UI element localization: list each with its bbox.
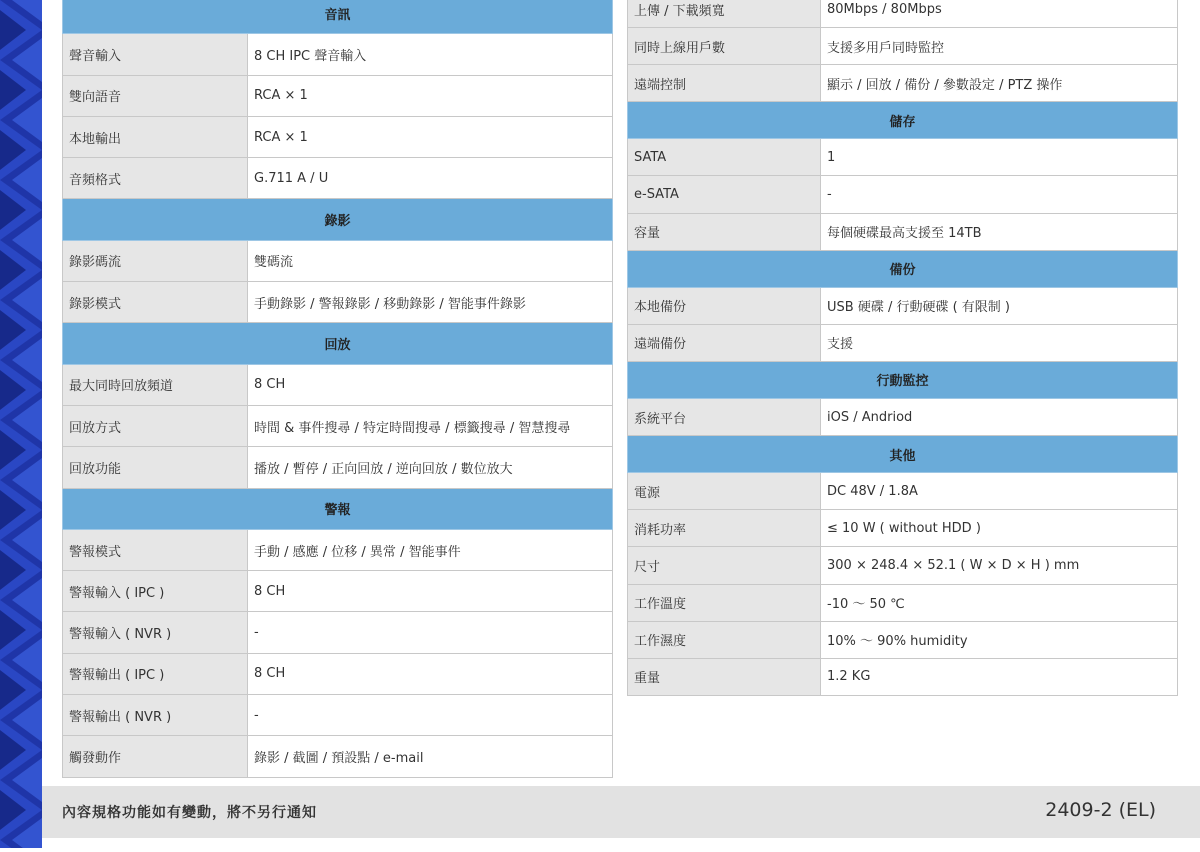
spec-row [628,213,1178,250]
spec-row [63,405,613,446]
spec-label: SATA [628,139,821,176]
spec-value: DC 48V / 1.8A [821,473,1178,510]
spec-label: 本地輸出 [63,116,248,157]
spec-row [63,736,613,777]
spec-label: 警報輸出 ( IPC ) [63,653,248,694]
spec-label: 容量 [628,213,821,250]
spec-row [63,240,613,281]
spec-row [63,529,613,570]
spec-row [63,653,613,694]
section-title: 警報 [63,488,613,529]
spec-label: e-SATA [628,176,821,213]
spec-row [63,695,613,736]
spec-value: 每個硬碟最高支援至 14TB [821,213,1178,250]
spec-value: iOS / Andriod [821,399,1178,436]
section-title: 錄影 [63,199,613,240]
spec-row [63,116,613,157]
spec-row [63,364,613,405]
spec-value: 支援 [821,324,1178,361]
spec-label: 警報輸入 ( NVR ) [63,612,248,653]
spec-value: 1.2 KG [821,658,1178,695]
spec-row [628,658,1178,695]
spec-row [628,28,1178,65]
spec-label: 尺寸 [628,547,821,584]
spec-value: 80Mbps / 80Mbps [821,0,1178,28]
section-title: 儲存 [628,102,1178,139]
spec-value: 300 × 248.4 × 52.1 ( W × D × H ) mm [821,547,1178,584]
spec-label: 同時上線用戶數 [628,28,821,65]
section-header-row [628,102,1178,139]
spec-value: RCA × 1 [248,75,613,116]
section-header-row [63,0,613,34]
spec-row [63,282,613,323]
spec-label: 工作濕度 [628,621,821,658]
spec-label: 警報輸出 ( NVR ) [63,695,248,736]
spec-label: 音頻格式 [63,158,248,199]
spec-value: 錄影 / 截圖 / 預設點 / e-mail [248,736,613,777]
spec-value: 播放 / 暫停 / 正向回放 / 逆向回放 / 數位放大 [248,447,613,488]
spec-label: 上傳 / 下載頻寬 [628,0,821,28]
spec-value: 1 [821,139,1178,176]
spec-value: 10% ～ 90% humidity [821,621,1178,658]
spec-row [628,473,1178,510]
spec-row [63,612,613,653]
spec-label: 雙向語音 [63,75,248,116]
spec-value: -10 ～ 50 ℃ [821,584,1178,621]
section-header-row [628,250,1178,287]
spec-table-right [627,0,1178,696]
spec-value: 8 CH [248,571,613,612]
spec-value: 支援多用戶同時監控 [821,28,1178,65]
spec-row [628,0,1178,28]
spec-label: 系統平台 [628,399,821,436]
spec-label: 錄影碼流 [63,240,248,281]
section-title: 音訊 [63,0,613,34]
spec-label: 聲音輸入 [63,34,248,75]
spec-label: 錄影模式 [63,282,248,323]
spec-value: G.711 A / U [248,158,613,199]
section-header-row [63,323,613,364]
spec-label: 重量 [628,658,821,695]
spec-value: USB 硬碟 / 行動硬碟 ( 有限制 ) [821,287,1178,324]
spec-row [628,324,1178,361]
section-title: 備份 [628,250,1178,287]
spec-row [628,584,1178,621]
triangle-pattern [0,0,42,848]
spec-value: 8 CH [248,364,613,405]
spec-value: - [821,176,1178,213]
spec-value: 時間 & 事件搜尋 / 特定時間搜尋 / 標籤搜尋 / 智慧搜尋 [248,405,613,446]
spec-row [628,621,1178,658]
spec-label: 電源 [628,473,821,510]
spec-row [628,287,1178,324]
section-header-row [628,436,1178,473]
spec-label: 回放功能 [63,447,248,488]
spec-label: 觸發動作 [63,736,248,777]
spec-label: 遠端備份 [628,324,821,361]
spec-label: 消耗功率 [628,510,821,547]
spec-value: ≤ 10 W ( without HDD ) [821,510,1178,547]
spec-label: 警報輸入 ( IPC ) [63,571,248,612]
spec-row [628,65,1178,102]
spec-table-left [62,0,613,778]
spec-row [628,139,1178,176]
spec-value: 8 CH [248,653,613,694]
spec-label: 警報模式 [63,529,248,570]
spec-value: 雙碼流 [248,240,613,281]
footer-notice: 內容規格功能如有變動，將不另行通知 [62,805,317,821]
section-header-row [63,199,613,240]
spec-row [63,571,613,612]
spec-row [63,34,613,75]
spec-label: 本地備份 [628,287,821,324]
section-title: 其他 [628,436,1178,473]
spec-label: 回放方式 [63,405,248,446]
spec-row [63,447,613,488]
spec-row [63,75,613,116]
spec-value: 8 CH IPC 聲音輸入 [248,34,613,75]
spec-row [628,547,1178,584]
section-header-row [63,488,613,529]
spec-value: 手動錄影 / 警報錄影 / 移動錄影 / 智能事件錄影 [248,282,613,323]
spec-label: 工作溫度 [628,584,821,621]
section-title: 行動監控 [628,361,1178,398]
spec-row [628,176,1178,213]
spec-label: 遠端控制 [628,65,821,102]
document-code: 2409-2 (EL) [1045,799,1156,821]
section-header-row [628,361,1178,398]
spec-row [63,158,613,199]
spec-row [628,510,1178,547]
left-decorative-band [0,0,42,848]
spec-label: 最大同時回放頻道 [63,364,248,405]
spec-value: - [248,612,613,653]
section-title: 回放 [63,323,613,364]
spec-value: 顯示 / 回放 / 備份 / 參數設定 / PTZ 操作 [821,65,1178,102]
spec-value: RCA × 1 [248,116,613,157]
spec-value: 手動 / 感應 / 位移 / 異常 / 智能事件 [248,529,613,570]
footer-bar [42,786,1200,838]
spec-value: - [248,695,613,736]
spec-row [628,399,1178,436]
